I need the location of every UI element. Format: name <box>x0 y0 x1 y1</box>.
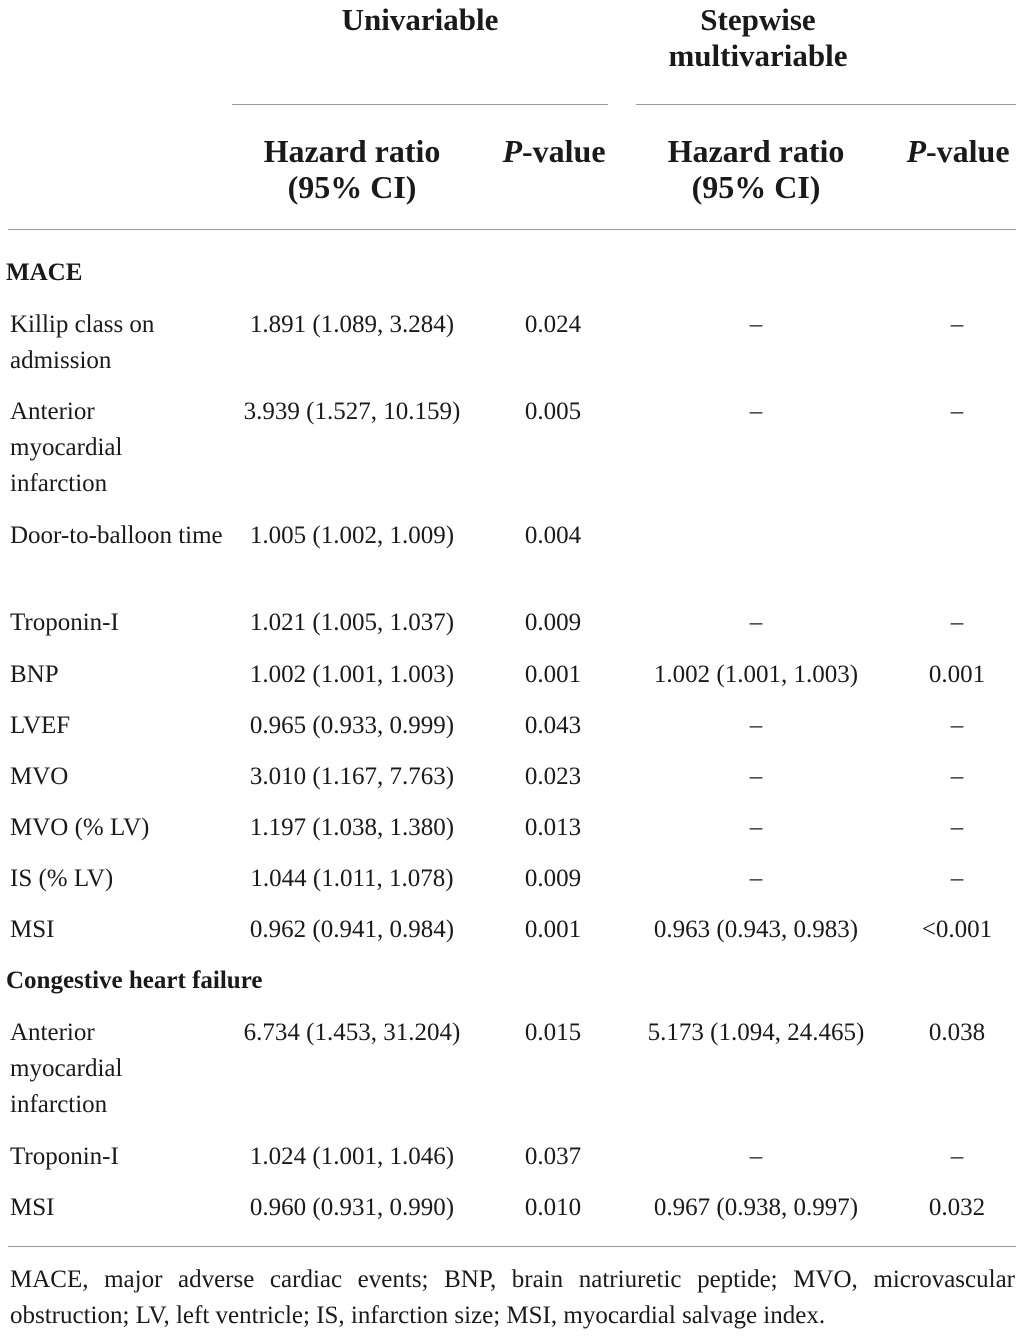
multivariable-p-value: – <box>950 311 964 338</box>
row-variable: MVO <box>10 763 69 790</box>
univariable-p-value: 0.009 <box>524 609 582 636</box>
multivariable-p-value: – <box>950 865 964 892</box>
header-rule <box>8 229 1016 230</box>
multivariable-p-value: – <box>950 609 964 636</box>
multivariable-hazard-ratio: – <box>749 609 763 636</box>
multivariable-p-value: 0.032 <box>928 1194 986 1221</box>
multivariable-hazard-ratio: 5.173 (1.094, 24.465) <box>647 1019 865 1046</box>
univariable-p-value: 0.043 <box>524 712 582 739</box>
col-header-p-value-multivariable <box>894 133 1021 169</box>
group-header-univariable: Univariable <box>341 2 499 37</box>
p-suffix: -value <box>522 133 606 169</box>
multivariable-hazard-ratio: – <box>749 712 763 739</box>
univariable-p-value: 0.001 <box>524 916 582 943</box>
multivariable-hazard-ratio: – <box>749 814 763 841</box>
univariable-hazard-ratio: 1.044 (1.011, 1.078) <box>250 865 454 892</box>
multivariable-hazard-ratio: 1.002 (1.001, 1.003) <box>653 661 859 688</box>
row-variable: Door-to-balloon time <box>10 522 223 549</box>
univariable-p-value: 0.004 <box>524 522 582 549</box>
univariable-hazard-ratio: 0.965 (0.933, 0.999) <box>249 712 455 739</box>
group-rule-multivariable <box>636 104 1016 105</box>
multivariable-p-value: 0.001 <box>928 661 986 688</box>
multivariable-hazard-ratio: – <box>749 311 763 338</box>
univariable-p-value: 0.015 <box>524 1019 582 1046</box>
col-header-hazard-ratio-univariable: Hazard ratio (95% CI) <box>263 133 441 205</box>
multivariable-p-value: – <box>950 763 964 790</box>
univariable-p-value: 0.023 <box>524 763 582 790</box>
row-variable: Anterior myocardial infarction <box>10 1019 123 1118</box>
univariable-p-value: 0.010 <box>524 1194 582 1221</box>
row-variable: MSI <box>10 916 55 943</box>
univariable-hazard-ratio: 1.891 (1.089, 3.284) <box>249 311 455 338</box>
table-footnote: MACE, major adverse cardiac events; BNP, brain natriuretic peptide; MVO, microvascular obstruction; LV, left ventricle; IS, infarction size; MSI, myocardial salvage index. <box>10 1266 1015 1329</box>
row-variable: LVEF <box>10 712 71 739</box>
multivariable-hazard-ratio: 0.963 (0.943, 0.983) <box>653 916 859 943</box>
univariable-hazard-ratio: 1.021 (1.005, 1.037) <box>249 609 455 636</box>
col-header-hazard-ratio-multivariable: Hazard ratio (95% CI) <box>667 133 845 205</box>
univariable-p-value: 0.013 <box>524 814 582 841</box>
multivariable-p-value: – <box>950 398 964 425</box>
footer-rule <box>8 1246 1016 1247</box>
multivariable-p-value: 0.038 <box>928 1019 986 1046</box>
univariable-hazard-ratio: 0.960 (0.931, 0.990) <box>249 1194 455 1221</box>
univariable-hazard-ratio: 3.939 (1.527, 10.159) <box>243 398 461 425</box>
row-variable: MSI <box>10 1194 55 1221</box>
univariable-p-value: 0.009 <box>524 865 582 892</box>
p-italic: P <box>906 133 926 169</box>
group-rule-univariable <box>232 104 608 105</box>
multivariable-hazard-ratio: – <box>749 1143 763 1170</box>
univariable-hazard-ratio: 1.197 (1.038, 1.380) <box>249 814 455 841</box>
row-variable: IS (% LV) <box>10 865 114 892</box>
row-variable: Anterior myocardial infarction <box>10 398 123 497</box>
univariable-hazard-ratio: 1.024 (1.001, 1.046) <box>249 1143 455 1170</box>
p-suffix: -value <box>926 133 1010 169</box>
univariable-p-value: 0.037 <box>524 1143 582 1170</box>
row-variable: Killip class on admission <box>10 311 155 374</box>
row-variable: BNP <box>10 661 59 688</box>
univariable-hazard-ratio: 6.734 (1.453, 31.204) <box>243 1019 461 1046</box>
multivariable-p-value: – <box>950 1143 964 1170</box>
multivariable-p-value: – <box>950 712 964 739</box>
univariable-hazard-ratio: 1.002 (1.001, 1.003) <box>249 661 455 688</box>
row-variable: Troponin-I <box>10 609 119 636</box>
row-variable: MVO (% LV) <box>10 814 150 841</box>
col-header-p-value-univariable <box>490 133 618 169</box>
multivariable-p-value: – <box>950 814 964 841</box>
p-italic: P <box>502 133 522 169</box>
multivariable-p-value: <0.001 <box>921 916 993 943</box>
univariable-p-value: 0.005 <box>524 398 582 425</box>
multivariable-hazard-ratio: – <box>749 398 763 425</box>
multivariable-hazard-ratio: – <box>749 865 763 892</box>
section-title-mace: MACE <box>6 259 83 286</box>
section-title-congestive-heart-failure: Congestive heart failure <box>6 967 263 994</box>
univariable-p-value: 0.024 <box>524 311 582 338</box>
multivariable-hazard-ratio: – <box>749 763 763 790</box>
group-header-stepwise-multivariable: Stepwise multivariable <box>668 2 848 73</box>
univariable-hazard-ratio: 0.962 (0.941, 0.984) <box>249 916 455 943</box>
multivariable-hazard-ratio: 0.967 (0.938, 0.997) <box>653 1194 859 1221</box>
univariable-hazard-ratio: 3.010 (1.167, 7.763) <box>249 763 455 790</box>
row-variable: Troponin-I <box>10 1143 119 1170</box>
univariable-p-value: 0.001 <box>524 661 582 688</box>
univariable-hazard-ratio: 1.005 (1.002, 1.009) <box>249 522 455 549</box>
